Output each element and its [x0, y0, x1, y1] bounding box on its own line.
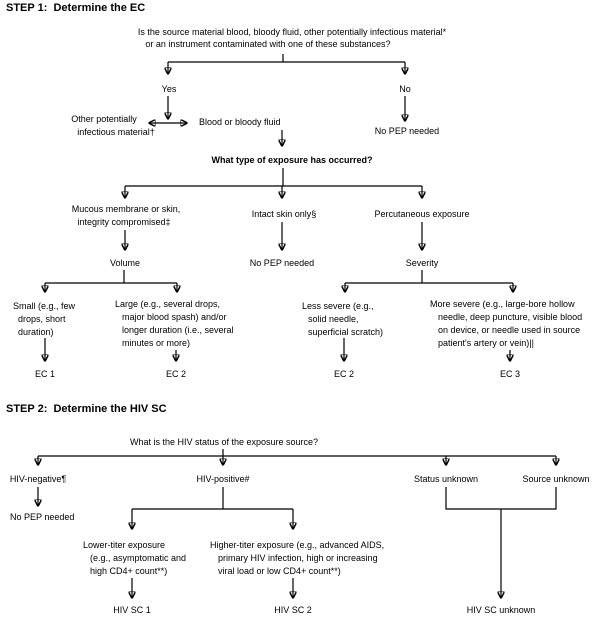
small-exposure-line2: drops, short [18, 314, 66, 324]
branch-no-label: No [399, 84, 411, 94]
hiv-sc-unknown-label: HIV SC unknown [466, 605, 536, 615]
no-pep-needed-mid: No PEP needed [249, 258, 315, 268]
less-severe-line1: Less severe (e.g., [302, 301, 374, 311]
ec1-label: EC 1 [34, 369, 56, 379]
lower-titer-line3: high CD4+ count**) [90, 566, 168, 576]
hiv-negative-label: HIV-negative¶ [9, 474, 67, 484]
hiv-sc1-label: HIV SC 1 [113, 605, 151, 615]
more-severe-line3: on device, or needle used in source [438, 325, 581, 335]
less-severe-line3: superficial scratch) [308, 327, 384, 337]
other-material-line1: Other potentially [71, 114, 137, 124]
other-material-line2: infectious material† [77, 127, 155, 137]
connector [446, 487, 556, 509]
lower-titer-line1: Lower-titer exposure [83, 540, 166, 550]
source-unknown-label: Source unknown [522, 474, 590, 484]
source-material-question-line1: Is the source material blood, bloody fluid, other potentially infectious material* [137, 27, 447, 37]
hiv-status-question: What is the HIV status of the exposure source? [129, 437, 319, 447]
no-pep-needed-bottom: No PEP needed [10, 512, 75, 522]
no-pep-needed-top: No PEP needed [374, 126, 440, 136]
higher-titer-line1: Higher-titer exposure (e.g., advanced AIDS, [210, 540, 385, 550]
hiv-positive-label: HIV-positive# [196, 474, 250, 484]
branch-yes-label: Yes [161, 84, 177, 94]
small-exposure-line1: Small (e.g., few [13, 301, 76, 311]
mucous-membrane-line1: Mucous membrane or skin, [71, 204, 181, 214]
volume-label: Volume [109, 258, 141, 268]
higher-titer-line2: primary HIV infection, high or increasing [218, 553, 378, 563]
lower-titer-line2: (e.g., asymptomatic and [90, 553, 187, 563]
percutaneous-label: Percutaneous exposure [374, 209, 470, 219]
mucous-membrane-line2: integrity compromised‡ [77, 217, 171, 227]
more-severe-line2: needle, deep puncture, visible blood [438, 312, 583, 322]
ec3-label: EC 3 [499, 369, 521, 379]
large-exposure-line4: minutes or more) [122, 338, 191, 348]
large-exposure-line1: Large (e.g., several drops, [115, 299, 221, 309]
more-severe-line4: patient's artery or vein)|| [438, 338, 534, 348]
source-material-question-line2: or an instrument contaminated with one of these substances? [145, 39, 391, 49]
severity-label: Severity [405, 258, 439, 268]
intact-skin-label: Intact skin only§ [251, 209, 317, 219]
large-exposure-line2: major blood spash) and/or [122, 312, 227, 322]
step1-heading: STEP 1: Determine the EC [6, 2, 146, 14]
ec2-right-label: EC 2 [333, 369, 355, 379]
small-exposure-line3: duration) [18, 327, 54, 337]
step2-heading: STEP 2: Determine the HIV SC [6, 403, 167, 415]
more-severe-line1: More severe (e.g., large-bore hollow [430, 299, 575, 309]
status-unknown-label: Status unknown [413, 474, 479, 484]
large-exposure-line3: longer duration (i.e., several [122, 325, 234, 335]
hiv-sc2-label: HIV SC 2 [274, 605, 312, 615]
exposure-type-question: What type of exposure has occurred? [211, 155, 373, 165]
ec2-left-label: EC 2 [165, 369, 187, 379]
higher-titer-line3: viral load or low CD4+ count**) [218, 566, 341, 576]
less-severe-line2: solid needle, [308, 314, 359, 324]
blood-fluid-label: Blood or bloody fluid [199, 117, 281, 127]
